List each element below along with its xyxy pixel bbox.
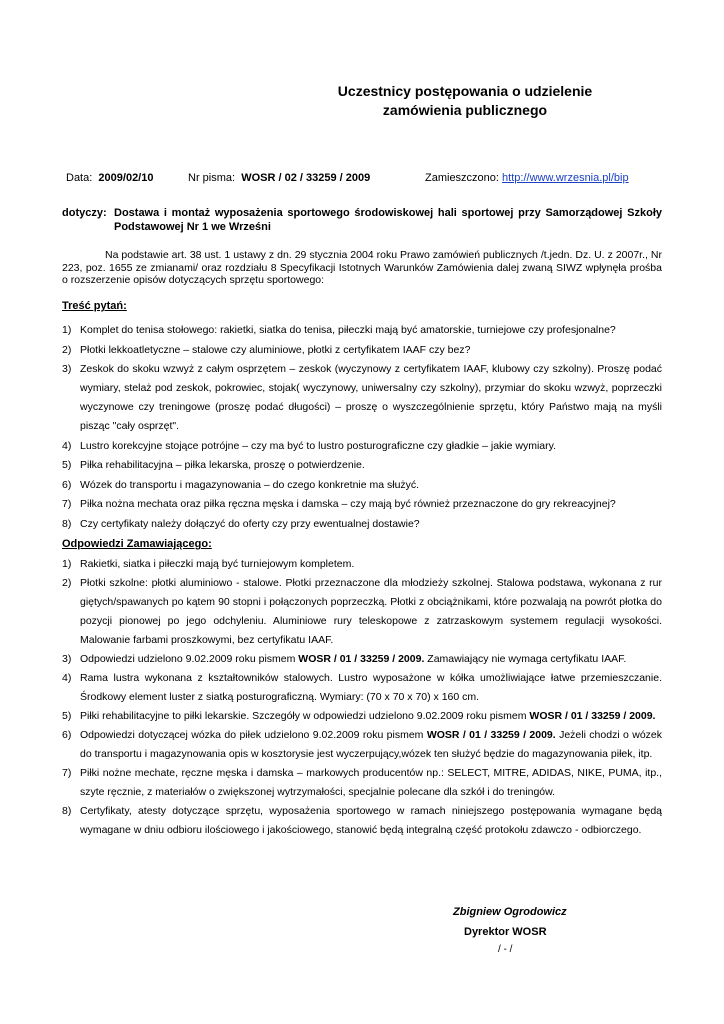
answers-item [62, 802, 662, 840]
questions-item-text: Lustro korekcyjne stojące potrójne – czy ma być to lustro posturograficzne czy gładkie – jakie wymiary. [80, 439, 557, 452]
questions-heading: Treść pytań: [62, 300, 127, 312]
subject [62, 206, 662, 234]
questions-item-number: 5) [62, 459, 72, 471]
date-field [66, 172, 153, 184]
signatory-name: Zbigniew Ogrodowicz [453, 906, 567, 918]
answers-item-number: 4) [62, 672, 72, 684]
questions-item [62, 515, 662, 534]
answers-item-pre: Rama lustra wykonana z kształtowników stalowych. Lustro wyposażone w kółka umożliwiające łatwe przemieszczanie. Środkowy element luster z siatką posturograficzną. Wymiary: (70 x 70 x 70) x 160 cm. [80, 672, 662, 703]
subject-text: Dostawa i montaż wyposażenia sportowego środowiskowej hali sportowej przy Samorządowej Szkoły Podstawowej Nr 1 we Wrześni [114, 207, 662, 233]
questions-item [62, 360, 662, 436]
answers-item [62, 764, 662, 802]
questions-item-number: 6) [62, 478, 72, 491]
subject-label: dotyczy: [62, 207, 107, 219]
answers-item-number: 6) [62, 729, 72, 741]
answers-item [62, 707, 662, 726]
reference-value: WOSR / 02 / 33259 / 2009 [241, 172, 371, 184]
answers-item-number: 7) [62, 767, 72, 779]
answers-item-pre: Odpowiedzi dotyczącej wózka do piłek udzielono 9.02.2009 roku pismem [80, 729, 427, 741]
questions-item-number: 8) [62, 517, 72, 530]
questions-list [62, 321, 662, 534]
posted-label: Zamieszczono: [425, 172, 499, 184]
posted-field [425, 172, 629, 184]
answers-item-bold: WOSR / 01 / 33259 / 2009. [298, 653, 425, 665]
answers-item-number: 2) [62, 577, 72, 589]
answers-item-post: Zamawiający nie wymaga certyfikatu IAAF. [424, 653, 627, 665]
questions-item [62, 341, 662, 360]
answers-item-pre: Piłki nożne mechate, ręczne męska i damska – markowych producentów np.: SELECT, MITRE, ADIDAS, NIKE, PUMA, itp., szyte ręcznie, z materiałów o zwiększonej wytrzymałości, specjalnie polecane dla szkół i do treningów. [80, 767, 662, 798]
questions-item-number: 3) [62, 363, 72, 375]
questions-item [62, 321, 662, 340]
answers-item-pre: Certyfikaty, atesty dotyczące sprzętu, wyposażenia sportowego w ramach niniejszego postępowania wymagane będą wymagane w dniu odbioru ilościowego i jakościowego, stanowić będą integralną część protokołu zdawczo - odbiorczego. [80, 805, 662, 836]
questions-item [62, 495, 662, 514]
answers-item-pre: Rakietki, siatka i piłeczki mają być turniejowym kompletem. [80, 558, 355, 570]
questions-item-number: 2) [62, 343, 72, 356]
answers-item [62, 555, 662, 574]
questions-item-number: 4) [62, 439, 72, 452]
answers-item-number: 8) [62, 805, 72, 817]
questions-item [62, 437, 662, 456]
answers-item [62, 650, 662, 669]
document-title [300, 82, 630, 120]
answers-item-number: 3) [62, 653, 72, 665]
questions-item-text: Piłka nożna mechata oraz piłka ręczna męska i damska – czy mają być również przeznaczone do gry rekreacyjnej? [80, 498, 616, 510]
answers-item-number: 1) [62, 558, 72, 570]
answers-item [62, 574, 662, 650]
questions-item [62, 456, 662, 475]
questions-item-number: 1) [62, 324, 72, 336]
questions-item-text: Czy certyfikaty należy dołączyć do oferty czy przy ewentualnej dostawie? [80, 517, 420, 530]
answers-item-pre: Piłki rehabilitacyjne to piłki lekarskie. Szczegóły w odpowiedzi udzielono 9.02.2009 roku pismem [80, 710, 530, 722]
answers-item-bold: WOSR / 01 / 33259 / 2009. [426, 729, 556, 741]
answers-item [62, 726, 662, 764]
reference-field [188, 172, 370, 184]
answers-item-pre: Płotki szkolne: płotki aluminiowo - stalowe. Płotki przeznaczone dla młodzieży szkolnej. Stalowa podstawa, wykonana z rur giętych/spawanych po kątem 90 stopni i połączonych poprzeczką. Płotki z obciążnikami, które pozwalają na powrót płotka do pozycji pionowej po jego odchyleniu. Aluminiowe rury teleskopowe z zatrzaskowym systemem regulacji wysokości. Malowanie farbami proszkowymi, bez certyfikatu IAAF. [80, 577, 662, 646]
questions-item-text: Wózek do transportu i magazynowania – do czego konkretnie ma służyć. [80, 478, 420, 491]
questions-item-text: Komplet do tenisa stołowego: rakietki, siatka do tenisa, piłeczki mają być amatorskie, turniejowe czy profesjonalne? [80, 324, 616, 336]
questions-item-text: Zeskok do skoku wzwyż z całym osprzętem – zeskok (wyczynowy z certyfikatem IAAF, klubowy czy szkolny). Proszę podać wymiary, stelaż pod zeskok, pokrowiec, stojak( wyczynowy, uniwersalny czy szkolny), przymiar do skoku wzwyż, poprzeczki wyczynowe czy treningowe (proszę podać długości) – proszę o wyszczególnienie sprzętu, który Państwo mają na myśli pisząc "cały osprzęt". [80, 363, 662, 432]
answers-item-pre: Odpowiedzi udzielono 9.02.2009 roku pismem [80, 653, 299, 665]
questions-item-text: Piłka rehabilitacyjna – piłka lekarska, proszę o potwierdzenie. [80, 459, 365, 471]
reference-label: Nr pisma: [188, 172, 236, 184]
questions-item-text: Płotki lekkoatletyczne – stalowe czy aluminiowe, płotki z certyfikatem IAAF czy bez? [80, 343, 471, 356]
answers-item [62, 669, 662, 707]
answers-item-post: Jeżeli chodzi o wózek do transportu i magazynowania opis w kosztorysie jest wyczerpujący,wózek ten służyć będzie do magazynowania piłek, itp. [80, 729, 663, 760]
answers-list [62, 555, 662, 840]
answers-item-number: 5) [62, 710, 72, 722]
signatory-role: Dyrektor WOSR [464, 926, 547, 938]
questions-item [62, 476, 662, 495]
bip-link[interactable]: http://www.wrzesnia.pl/bip [502, 172, 629, 184]
title-line-2: zamówienia publicznego [382, 102, 548, 118]
date-label: Data: [66, 172, 93, 184]
page-marker: / - / [498, 944, 513, 955]
intro-paragraph: Na podstawie art. 38 ust. 1 ustawy z dn. 29 stycznia 2004 roku Prawo zamówień publicznych /t.jedn. Dz. U. z 2007r., Nr 223, poz. 1655 ze zmianami/ oraz rozdziału 8 Specyfikacji Istotnych Warunków Zamówienia dalej zwaną SIWZ wpłynęła prośba o rozszerzenie opisów dotyczących sprzętu sportowego: [62, 249, 662, 286]
questions-item-number: 7) [62, 498, 72, 510]
date-value: 2009/02/10 [98, 172, 154, 184]
answers-item-bold: WOSR / 01 / 33259 / 2009. [529, 710, 656, 722]
title-line-1: Uczestnicy postępowania o udzielenie [337, 83, 593, 99]
answers-heading: Odpowiedzi Zamawiającego: [62, 538, 212, 550]
